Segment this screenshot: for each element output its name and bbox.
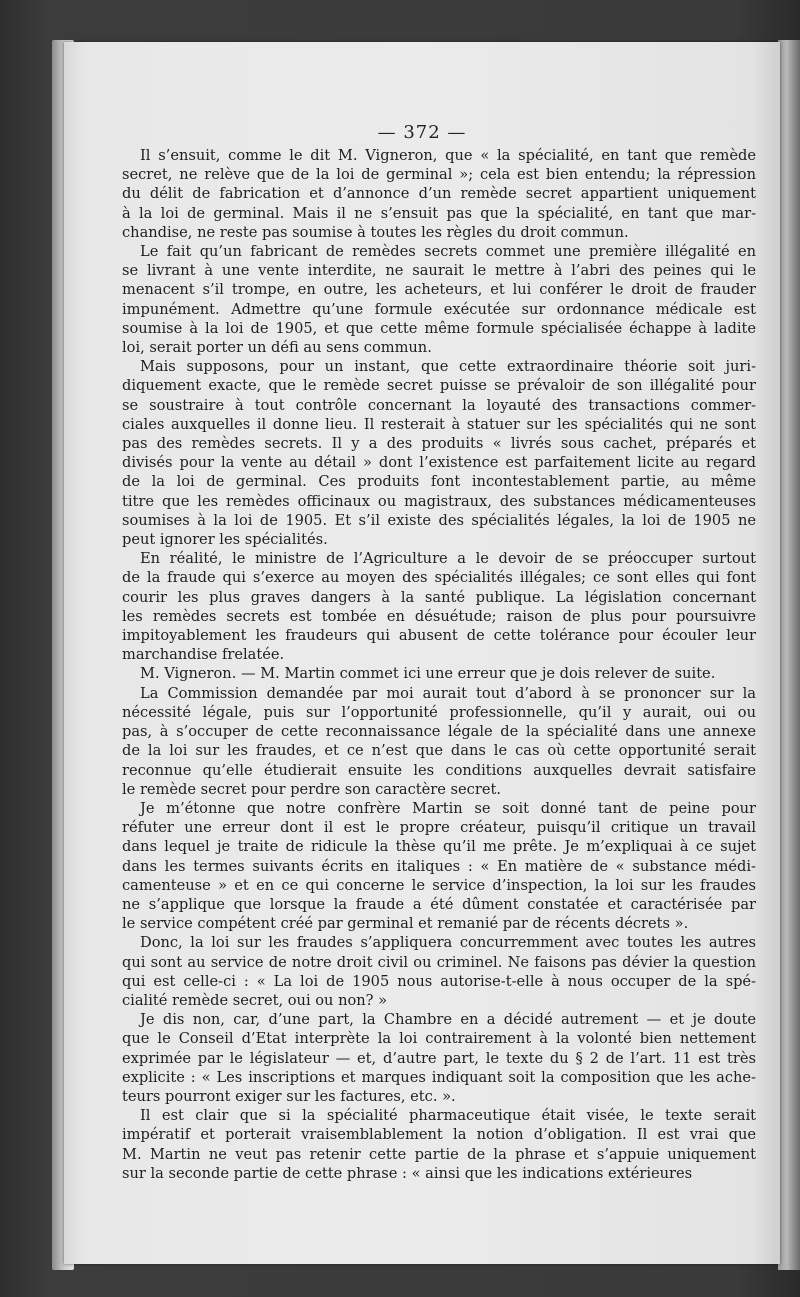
text-line: impunément. Admettre qu’une formule exécutée sur ordonnance médicale est — [122, 300, 756, 318]
paragraph — [122, 357, 756, 549]
text-line: camenteuse » et en ce qui concerne le service d’inspection, la loi sur les fraudes — [122, 876, 756, 894]
paragraph — [122, 549, 756, 664]
paragraph — [122, 146, 756, 242]
text-line: reconnue qu’elle étudierait ensuite les conditions auxquelles devrait satisfaire — [122, 761, 756, 779]
text-line: soumises à la loi de 1905. Et s’il existe des spécialités légales, la loi de 1905 ne — [122, 511, 756, 529]
text-line: loi, serait porter un défi au sens commun. — [122, 339, 432, 357]
text-line: se soustraire à tout contrôle concernant la loyauté des transactions commer- — [122, 396, 756, 414]
paragraph — [122, 664, 756, 683]
text-line: marchandise frelatée. — [122, 646, 285, 664]
text-line: impératif et porterait vraisemblablement la notion d’obligation. Il est vrai que — [122, 1126, 756, 1144]
text-line: peut ignorer les spécialités. — [122, 531, 328, 549]
text-line: réfuter une erreur dont il est le propre créateur, puisqu’il critique un travail — [122, 819, 756, 837]
text-line: secret, ne relève que de la loi de germinal »; cela est bien entendu; la répression — [122, 166, 756, 184]
page-edge-strip — [778, 40, 800, 1270]
text-line: ciales auxquelles il donne lieu. Il resterait à statuer sur les spécialités qui ne sont — [122, 415, 756, 433]
text-line: dans les termes suivants écrits en italiques : « En matière de « substance médi- — [122, 857, 756, 875]
text-line: courir les plus graves dangers à la santé publique. La législation concernant — [122, 588, 756, 606]
text-line: pas des remèdes secrets. Il y a des produits « livrés sous cachet, préparés et — [122, 435, 756, 453]
text-line: impitoyablement les fraudeurs qui abusent de cette tolérance pour écouler leur — [122, 627, 756, 645]
text-line: de la loi de germinal. Ces produits font incontestablement partie, au même — [122, 473, 756, 491]
text-line: pas, à s’occuper de cette reconnaissance légale de la spécialité dans une annexe — [122, 723, 756, 741]
text-line: de la fraude qui s’exerce au moyen des spécialités illégales; ce sont elles qui font — [122, 569, 756, 587]
text-line: Mais supposons, pour un instant, que cette extraordinaire théorie soit juri- — [140, 358, 756, 376]
text-line: se livrant à une vente interdite, ne saurait le mettre à l’abri des peines qui le — [122, 262, 756, 280]
text-line: qui est celle-ci : « La loi de 1905 nous autorise-t-elle à nous occuper de la spé- — [122, 972, 756, 990]
text-line: soumise à la loi de 1905, et que cette même formule spécialisée échappe à ladite — [122, 319, 756, 337]
text-line: M. Martin ne veut pas retenir cette partie de la phrase et s’appuie uniquement — [122, 1145, 756, 1163]
text-line: ne s’applique que lorsque la fraude a été dûment constatée et caractérisée par — [122, 895, 756, 913]
text-line: teurs pourront exiger sur les factures, etc. ». — [122, 1087, 456, 1105]
text-line: à la loi de germinal. Mais il ne s’ensuit pas que la spécialité, en tant que mar- — [122, 204, 756, 222]
text-line: Il est clair que si la spécialité pharmaceutique était visée, le texte serait — [140, 1107, 756, 1125]
text-line: chandise, ne reste pas soumise à toutes les règles du droit commun. — [122, 223, 629, 241]
text-line: Il s’ensuit, comme le dit M. Vigneron, que « la spécialité, en tant que remède — [140, 147, 756, 164]
text-line: que le Conseil d’Etat interprète la loi contrairement à la volonté bien nettement — [122, 1030, 756, 1048]
text-line: sur la seconde partie de cette phrase : « ainsi que les indications extérieures — [122, 1164, 693, 1182]
text-line: Le fait qu’un fabricant de remèdes secrets commet une première illégalité en — [140, 243, 756, 261]
text-line: M. Vigneron. — M. Martin commet ici une erreur que je dois relever de suite. — [140, 665, 716, 683]
paragraph — [122, 933, 756, 1010]
text-line: diquement exacte, que le remède secret puisse se prévaloir de son illégalité pour — [122, 377, 756, 395]
text-line: Je dis non, car, d’une part, la Chambre en a décidé autrement — et je doute — [140, 1011, 756, 1029]
paragraph — [122, 799, 756, 933]
text-line: En réalité, le ministre de l’Agriculture a le devoir de se préoccuper surtout — [140, 550, 756, 568]
paragraph — [122, 1106, 756, 1183]
text-line: les remèdes secrets est tombée en désuétude; raison de plus pour poursuivre — [122, 607, 756, 625]
text-line: explicite : « Les inscriptions et marques indiquant soit la composition que les ache- — [122, 1068, 756, 1086]
text-line: menacent s’il trompe, en outre, les acheteurs, et lui conférer le droit de frauder — [122, 281, 756, 299]
text-line: nécessité légale, puis sur l’opportunité professionnelle, qu’il y aurait, oui ou — [122, 703, 756, 721]
text-line: exprimée par le législateur — et, d’autre part, le texte du § 2 de l’art. 11 est très — [122, 1049, 756, 1067]
text-line: le service compétent créé par germinal et remanié par de récents décrets ». — [122, 915, 689, 933]
text-line: cialité remède secret, oui ou non? » — [122, 991, 388, 1009]
page-body-text — [122, 146, 756, 1183]
paragraph — [122, 684, 756, 799]
text-line: de la loi sur les fraudes, et ce n’est que dans le cas où cette opportunité serait — [122, 742, 756, 760]
paragraph — [122, 242, 756, 357]
text-line: La Commission demandée par moi aurait tout d’abord à se prononcer sur la — [140, 684, 756, 702]
paragraph — [122, 1010, 756, 1106]
text-line: du délit de fabrication et d’annonce d’un remède secret appartient uniquement — [122, 185, 756, 203]
text-line: titre que les remèdes officinaux ou magistraux, des substances médicamenteuses — [122, 492, 756, 510]
text-line: Je m’étonne que notre confrère Martin se soit donné tant de peine pour — [140, 799, 756, 817]
page-number: — 372 — — [377, 122, 467, 143]
text-line: Donc, la loi sur les fraudes s’appliquera concurremment avec toutes les autres — [140, 934, 756, 952]
text-line: dans lequel je traite de ridicule la thèse qu’il me prête. Je m’expliquai à ce sujet — [122, 838, 756, 856]
text-line: qui sont au service de notre droit civil ou criminel. Ne faisons pas dévier la question — [122, 953, 756, 971]
text-line: le remède secret pour perdre son caractère secret. — [122, 780, 501, 798]
text-line: divisés pour la vente au détail » dont l’existence est parfaitement licite au regard — [122, 454, 756, 472]
